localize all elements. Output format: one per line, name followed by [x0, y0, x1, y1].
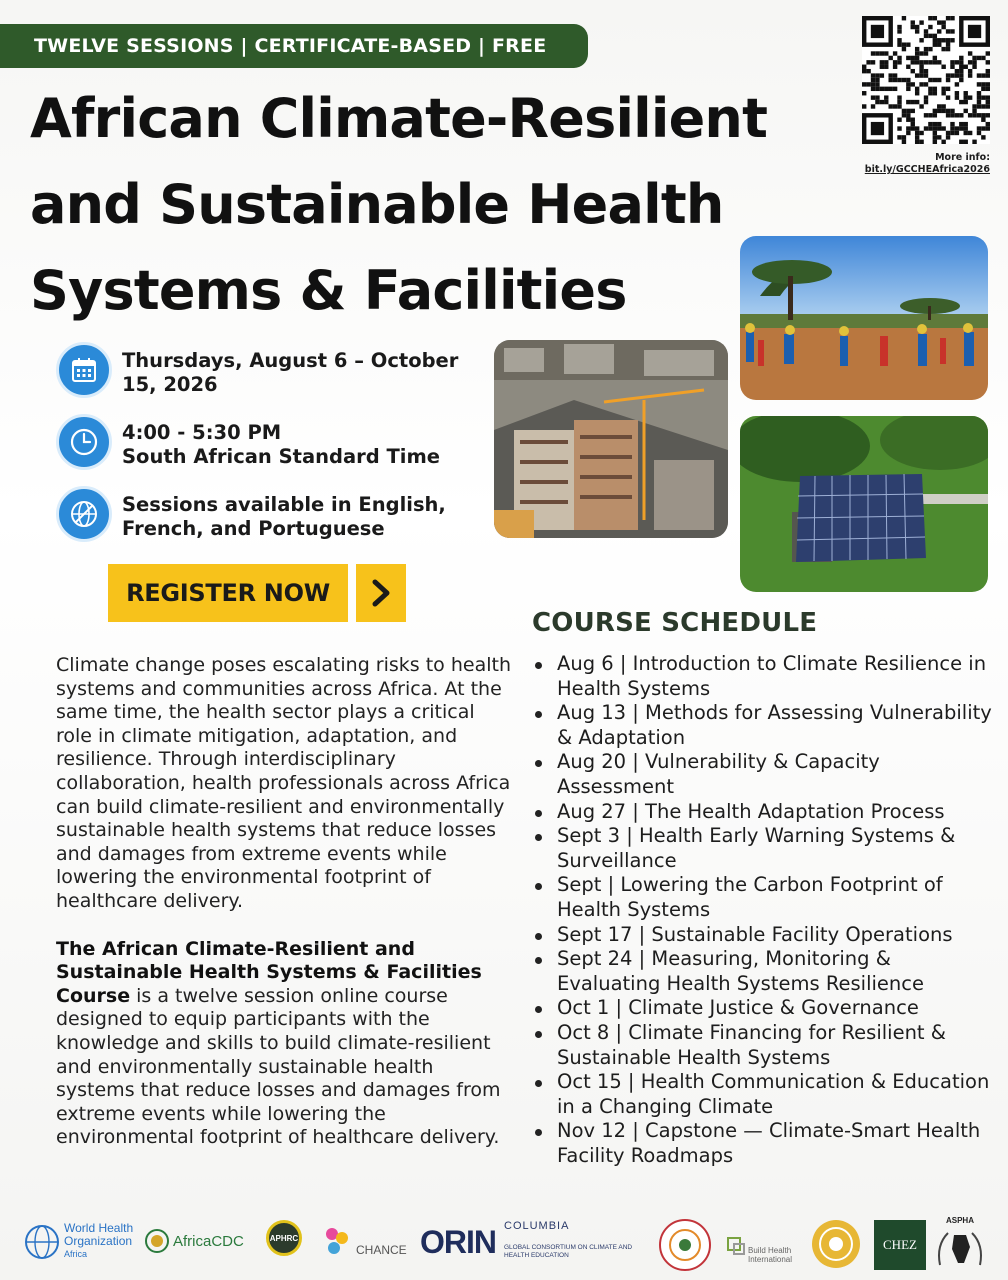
bhi-name: Build Health International [748, 1246, 793, 1264]
africacdc-emblem-icon [144, 1228, 170, 1254]
qr-code[interactable] [862, 16, 990, 144]
date-row [56, 342, 482, 398]
aphrc-logo [266, 1220, 302, 1256]
solar-panel-photo [740, 416, 988, 592]
partner-logos [0, 1212, 1008, 1278]
translate-icon [56, 486, 112, 542]
chevron-right-icon [369, 578, 393, 608]
date-text [122, 349, 482, 397]
schedule-item: Aug 6 | Introduction to Climate Resilience in Health Systems [532, 652, 992, 701]
date-line-2: 15, 2026 [122, 373, 218, 396]
schedule-item: Oct 1 | Climate Justice & Governance [532, 996, 992, 1021]
chez-logo [874, 1220, 926, 1270]
schedule-item: Sept | Lowering the Carbon Footprint of Health Systems [532, 873, 992, 922]
schedule-item: Sept 17 | Sustainable Facility Operations [532, 923, 992, 948]
schedule-item: Aug 27 | The Health Adaptation Process [532, 800, 992, 825]
chance-emblem-icon [324, 1226, 352, 1258]
language-line-1: Sessions available in English, [122, 493, 446, 516]
gcche-name: GLOBAL CONSORTIUM ON CLIMATE AND HEALTH EDUCATION [504, 1244, 633, 1259]
bhi-emblem-icon [726, 1236, 746, 1256]
language-text [122, 493, 482, 541]
africacdc-logo [144, 1228, 244, 1254]
orin-name: ORIN [420, 1224, 496, 1260]
aspha-logo [934, 1216, 986, 1271]
savanna-photo [740, 236, 988, 400]
register-arrow-button[interactable] [356, 564, 406, 622]
aspha-name: ASPHA [945, 1216, 974, 1225]
description-paragraph-2 [56, 938, 516, 1150]
description-paragraph-1: Climate change poses escalating risks to health systems and communities across Africa. At the same time, the health sector plays a critical role in climate mitigation, adaptation, and resilience. Through interdisciplinary collaboration, health professionals across Africa can build climate-resilient and environmentally sustainable health systems that reduce losses and damages from extreme events while lowering the environmental footprint of healthcare delivery. [56, 654, 511, 912]
time-line-1: 4:00 - 5:30 PM [122, 421, 282, 444]
seal-logo [658, 1218, 712, 1272]
course-description [56, 654, 516, 1174]
columbia-gcche-logo [504, 1220, 644, 1260]
course-name: The African Climate-Resilient and Sustainable Health Systems & Facilities Course [56, 937, 482, 1007]
who-region: Africa [64, 1249, 88, 1259]
gold-seal-logo [810, 1218, 862, 1270]
clock-icon [56, 414, 112, 470]
title-line-3: Systems & Facilities [30, 259, 627, 322]
language-row [56, 486, 482, 542]
chance-name: CHANCE [356, 1243, 407, 1257]
schedule-item: Sept 24 | Measuring, Monitoring & Evaluating Health Systems Resilience [532, 947, 992, 996]
calendar-icon [56, 342, 112, 398]
orin-logo [420, 1224, 496, 1261]
schedule-list [532, 652, 992, 1168]
schedule-item: Oct 15 | Health Communication & Education in a Changing Climate [532, 1070, 992, 1119]
gold-seal-icon [810, 1218, 862, 1270]
columbia-name: COLUMBIA [504, 1220, 570, 1232]
schedule-item: Aug 20 | Vulnerability & Capacity Assessment [532, 750, 992, 799]
schedule-item: Sept 3 | Health Early Warning Systems & Surveillance [532, 824, 992, 873]
time-line-2: South African Standard Time [122, 445, 440, 468]
title-line-1: African Climate-Resilient [30, 87, 768, 150]
description-paragraph-2-rest: is a twelve session online course designed to equip participants with the knowledge and skills to build climate-resilient and environmentally sustainable health systems that reduce losses and damages from extreme events while lowering the environmental footprint of healthcare delivery. [56, 984, 501, 1149]
register-now-button[interactable]: REGISTER NOW [108, 564, 348, 622]
schedule-title: COURSE SCHEDULE [532, 608, 818, 638]
who-emblem-icon [24, 1224, 60, 1260]
title-line-2: and Sustainable Health [30, 173, 724, 236]
chez-name: CHEZ [883, 1237, 917, 1252]
time-row [56, 414, 482, 470]
aphrc-name: APHRC [269, 1233, 299, 1243]
chance-logo [324, 1226, 407, 1258]
more-info-label: More info: [935, 152, 990, 163]
who-logo [24, 1222, 136, 1261]
top-banner: TWELVE SESSIONS | CERTIFICATE-BASED | FREE [0, 24, 588, 68]
seal-emblem-icon [658, 1218, 712, 1272]
more-info [846, 152, 990, 176]
africacdc-name: AfricaCDC [173, 1232, 244, 1250]
schedule-item: Aug 13 | Methods for Assessing Vulnerability & Adaptation [532, 701, 992, 750]
more-info-link[interactable]: bit.ly/GCCHEAfrica2026 [864, 164, 990, 175]
page-title [30, 76, 850, 334]
language-line-2: French, and Portuguese [122, 517, 385, 540]
time-text [122, 421, 482, 469]
bhi-logo [726, 1228, 804, 1264]
aspha-emblem-icon [934, 1225, 986, 1271]
schedule-item: Nov 12 | Capstone — Climate-Smart Health Facility Roadmaps [532, 1119, 992, 1168]
who-name: World Health Organization [64, 1221, 134, 1248]
date-line-1: Thursdays, August 6 – October [122, 349, 459, 372]
schedule-item: Oct 8 | Climate Financing for Resilient & Sustainable Health Systems [532, 1021, 992, 1070]
construction-photo [494, 340, 728, 538]
